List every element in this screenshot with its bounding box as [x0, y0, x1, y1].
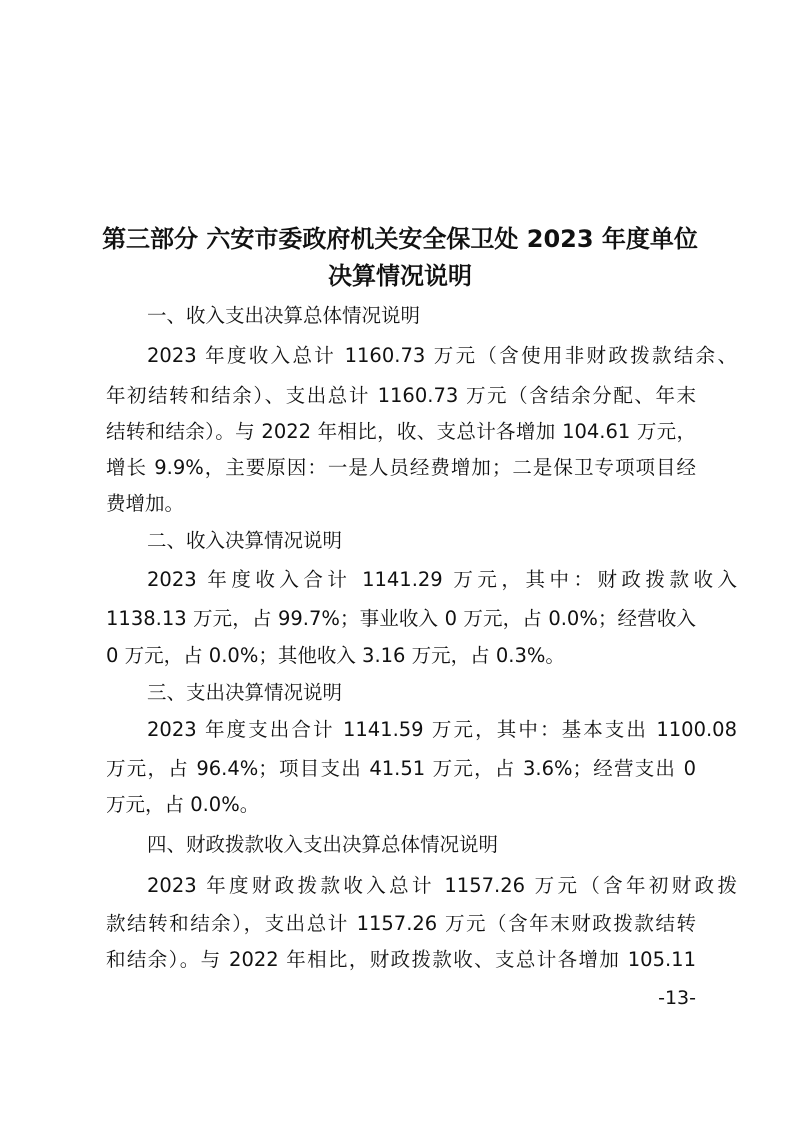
paragraph-line: 增长 9.9%，主要原因：一是人员经费增加；二是保卫专项项目经 [106, 456, 696, 479]
section-heading: 四、财政拨款收入支出决算总体情况说明 [147, 833, 499, 856]
paragraph-line: 1138.13 万元，占 99.7%；事业收入 0 万元，占 0.0%；经营收入 [106, 607, 696, 630]
paragraph-line: 万元，占 0.0%。 [106, 793, 260, 816]
paragraph-line: 2023 年度收入总计 1160.73 万元（含使用非财政拨款结余、 [147, 344, 737, 367]
paragraph-line: 2023 年度支出合计 1141.59 万元，其中：基本支出 1100.08 [147, 718, 737, 741]
paragraph-line: 年初结转和结余）、支出总计 1160.73 万元（含结余分配、年末 [106, 384, 696, 407]
section-heading: 一、收入支出决算总体情况说明 [147, 304, 421, 327]
document-title-line-2: 决算情况说明 [328, 262, 472, 290]
paragraph-line: 2023 年度收入合计 1141.29 万元，其中：财政拨款收入 [147, 568, 737, 591]
paragraph-line: 2023 年度财政拨款收入总计 1157.26 万元（含年初财政拨 [147, 874, 737, 897]
section-heading: 三、支出决算情况说明 [147, 681, 343, 704]
paragraph-line: 和结余）。与 2022 年相比，财政拨款收、支总计各增加 105.11 [106, 948, 696, 971]
paragraph-line: 费增加。 [106, 492, 185, 515]
paragraph-line: 款结转和结余），支出总计 1157.26 万元（含年末财政拨款结转 [106, 912, 696, 935]
page-number: -13- [658, 987, 696, 1009]
section-heading: 二、收入决算情况说明 [147, 529, 343, 552]
paragraph-line: 结转和结余）。与 2022 年相比，收、支总计各增加 104.61 万元， [106, 420, 696, 443]
paragraph-line: 万元，占 96.4%；项目支出 41.51 万元，占 3.6%；经营支出 0 [106, 757, 696, 780]
document-title-line-1: 第三部分 六安市委政府机关安全保卫处 2023 年度单位 [102, 225, 698, 253]
paragraph-line: 0 万元，占 0.0%；其他收入 3.16 万元，占 0.3%。 [106, 644, 565, 667]
